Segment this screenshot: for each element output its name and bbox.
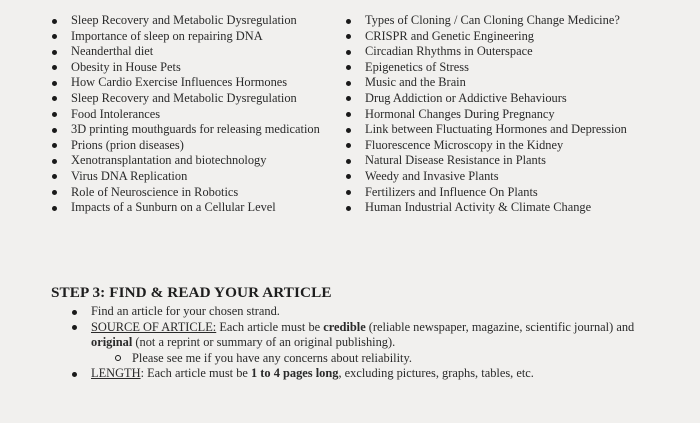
bullet-icon xyxy=(346,128,351,133)
list-item: Prions (prion diseases) xyxy=(52,138,342,154)
list-item: Fluorescence Microscopy in the Kidney xyxy=(346,138,686,154)
bullet-icon xyxy=(72,325,77,330)
bullet-icon xyxy=(52,190,57,195)
list-item: Human Industrial Activity & Climate Change xyxy=(346,200,686,216)
step3-heading: STEP 3: FIND & READ YOUR ARTICLE xyxy=(51,284,332,301)
list-item: Fertilizers and Influence On Plants xyxy=(346,185,686,201)
bullet-icon xyxy=(72,310,77,315)
list-item: Obesity in House Pets xyxy=(52,60,342,76)
hollow-bullet-icon xyxy=(115,355,121,361)
bullet-icon xyxy=(52,19,57,24)
bullet-icon xyxy=(72,372,77,377)
list-item: How Cardio Exercise Influences Hormones xyxy=(52,75,342,91)
bullet-icon xyxy=(52,174,57,179)
topic-list-right xyxy=(346,13,686,216)
list-item: 3D printing mouthguards for releasing medication xyxy=(52,122,342,138)
bullet-icon xyxy=(346,206,351,211)
list-item: Sleep Recovery and Metabolic Dysregulation xyxy=(52,91,342,107)
page-range-text: 1 to 4 pages long xyxy=(251,366,339,381)
list-item: CRISPR and Genetic Engineering xyxy=(346,29,686,45)
list-item: Music and the Brain xyxy=(346,75,686,91)
bullet-icon xyxy=(52,65,57,70)
list-item: Neanderthal diet xyxy=(52,44,342,60)
list-item: Weedy and Invasive Plants xyxy=(346,169,686,185)
length-label: LENGTH xyxy=(91,366,141,381)
list-item: Xenotransplantation and biotechnology xyxy=(52,153,342,169)
bullet-icon xyxy=(346,19,351,24)
list-item: Find an article for your chosen strand. xyxy=(72,304,672,320)
list-item: Virus DNA Replication xyxy=(52,169,342,185)
bullet-icon xyxy=(52,34,57,39)
bullet-icon xyxy=(52,112,57,117)
list-item: Sleep Recovery and Metabolic Dysregulation xyxy=(52,13,342,29)
list-item: Circadian Rhythms in Outerspace xyxy=(346,44,686,60)
bullet-icon xyxy=(52,128,57,133)
list-item: Drug Addiction or Addictive Behaviours xyxy=(346,91,686,107)
list-item: SOURCE OF ARTICLE: Each article must be credible (reliable newspaper, magazine, scientific journal) and original (not a reprint or summary of an original publishing). xyxy=(72,320,672,351)
topic-list-left xyxy=(52,13,342,216)
list-subitem: Please see me if you have any concerns about reliability. xyxy=(72,351,672,367)
bullet-icon xyxy=(346,190,351,195)
bullet-icon xyxy=(346,143,351,148)
bullet-icon xyxy=(346,65,351,70)
bullet-icon xyxy=(52,81,57,86)
list-item: Epigenetics of Stress xyxy=(346,60,686,76)
bullet-icon xyxy=(52,143,57,148)
step3-list xyxy=(72,304,672,382)
bullet-icon xyxy=(346,34,351,39)
list-item: Natural Disease Resistance in Plants xyxy=(346,153,686,169)
bullet-icon xyxy=(346,159,351,164)
bullet-icon xyxy=(52,96,57,101)
credible-text: credible xyxy=(323,319,366,334)
bullet-icon xyxy=(52,206,57,211)
list-item: Importance of sleep on repairing DNA xyxy=(52,29,342,45)
list-item: Link between Fluctuating Hormones and Depression xyxy=(346,122,686,138)
list-item: Impacts of a Sunburn on a Cellular Level xyxy=(52,200,342,216)
list-item: Hormonal Changes During Pregnancy xyxy=(346,107,686,123)
bullet-icon xyxy=(52,159,57,164)
bullet-icon xyxy=(346,174,351,179)
list-item: Food Intolerances xyxy=(52,107,342,123)
original-text: original xyxy=(91,335,133,350)
bullet-icon xyxy=(346,50,351,55)
list-item: Role of Neuroscience in Robotics xyxy=(52,185,342,201)
bullet-icon xyxy=(52,50,57,55)
bullet-icon xyxy=(346,112,351,117)
list-item: Types of Cloning / Can Cloning Change Medicine? xyxy=(346,13,686,29)
list-item: LENGTH: Each article must be 1 to 4 pages long, excluding pictures, graphs, tables, etc. xyxy=(72,366,672,382)
bullet-icon xyxy=(346,81,351,86)
source-label: SOURCE OF ARTICLE: xyxy=(91,319,217,334)
bullet-icon xyxy=(346,96,351,101)
